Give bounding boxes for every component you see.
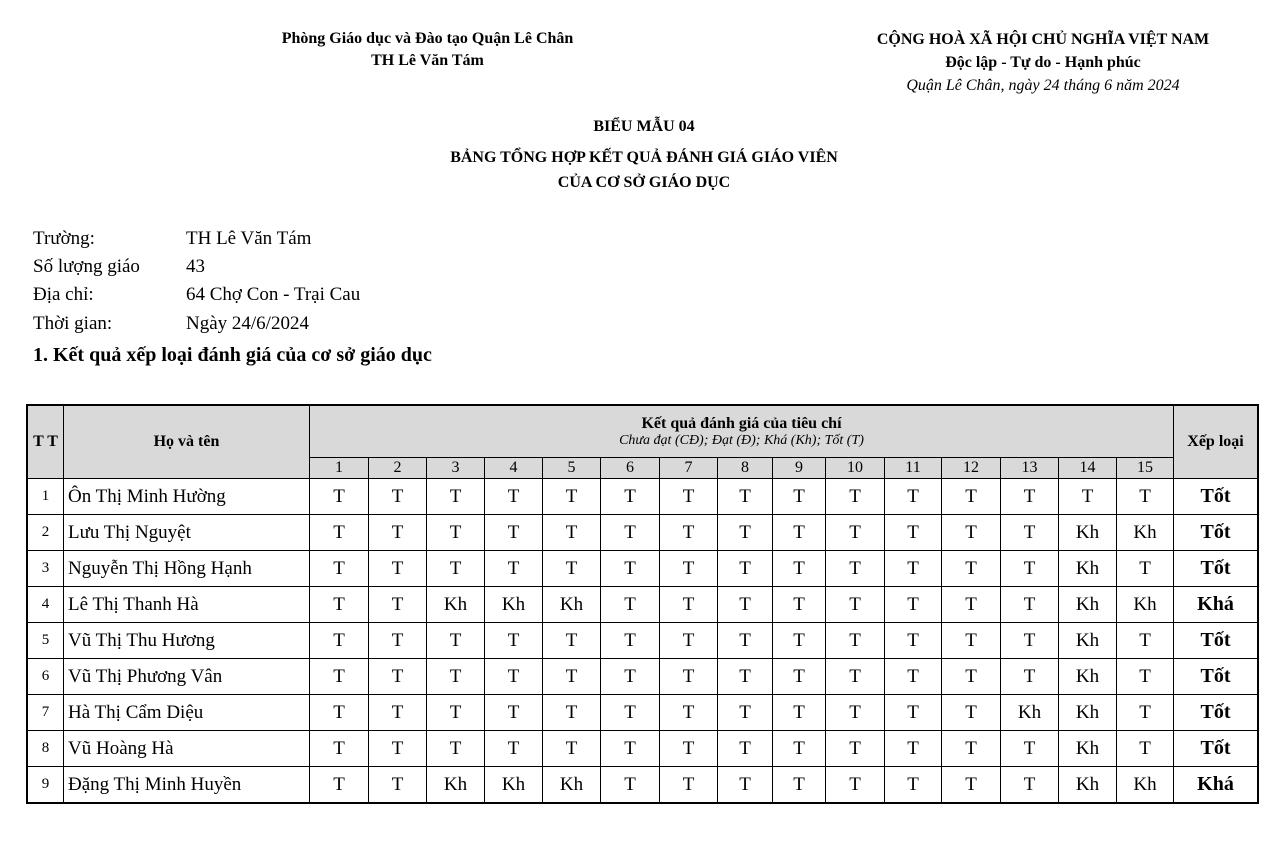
criterion-score: T [718, 623, 773, 659]
criterion-score: T [773, 551, 826, 587]
criterion-score: T [826, 659, 885, 695]
criterion-score: T [826, 587, 885, 623]
criterion-score: Kh [1059, 767, 1117, 803]
criterion-score: T [1117, 731, 1174, 767]
criterion-score: T [485, 731, 543, 767]
criterion-score: T [369, 623, 427, 659]
criterion-score: T [1001, 659, 1059, 695]
criterion-score: T [543, 479, 601, 515]
teacher-rank: Tốt [1174, 731, 1258, 767]
criterion-score: T [660, 767, 718, 803]
teacher-name: Đặng Thị Minh Huyền [64, 767, 310, 803]
table-row [28, 551, 1258, 587]
header-name: Họ và tên [64, 406, 310, 479]
criterion-number: 1 [310, 458, 369, 479]
teacher-name: Nguyễn Thị Hồng Hạnh [64, 551, 310, 587]
teacher-rank: Tốt [1174, 695, 1258, 731]
criterion-score: T [427, 659, 485, 695]
criterion-score: T [942, 515, 1001, 551]
criterion-score: T [427, 515, 485, 551]
table-row [28, 695, 1258, 731]
criterion-score: T [1117, 479, 1174, 515]
criterion-score: T [543, 695, 601, 731]
form-number: BIỂU MẪU 04 [593, 118, 695, 135]
info-label: Trường: [33, 228, 95, 249]
criterion-score: T [1001, 623, 1059, 659]
row-number: 2 [28, 515, 64, 551]
table-row [28, 623, 1258, 659]
criterion-score: T [310, 659, 369, 695]
criterion-score: T [543, 659, 601, 695]
criterion-score: Kh [485, 767, 543, 803]
table-row [28, 659, 1258, 695]
row-number: 7 [28, 695, 64, 731]
criterion-score: T [826, 695, 885, 731]
criterion-score: T [369, 767, 427, 803]
criterion-score: T [601, 587, 660, 623]
criterion-score: T [718, 587, 773, 623]
teacher-rank: Tốt [1174, 551, 1258, 587]
info-label: Thời gian: [33, 313, 113, 334]
criterion-score: T [601, 731, 660, 767]
criterion-number: 5 [543, 458, 601, 479]
criterion-score: Kh [1117, 587, 1174, 623]
criterion-score: T [885, 623, 942, 659]
criterion-score: T [942, 587, 1001, 623]
criterion-score: T [660, 695, 718, 731]
criterion-score: T [660, 587, 718, 623]
org-department: Phòng Giáo dục và Đào tạo Quận Lê Chân [281, 30, 574, 47]
criterion-score: T [942, 659, 1001, 695]
criterion-score: T [1117, 623, 1174, 659]
criterion-score: T [310, 695, 369, 731]
issuing-organization [220, 28, 635, 72]
criterion-score: Kh [1117, 767, 1174, 803]
criterion-score: T [660, 659, 718, 695]
criterion-number: 15 [1117, 458, 1174, 479]
criterion-number: 11 [885, 458, 942, 479]
criterion-score: T [660, 515, 718, 551]
criterion-score: T [601, 551, 660, 587]
criterion-score: T [826, 551, 885, 587]
criterion-score: T [718, 767, 773, 803]
row-number: 4 [28, 587, 64, 623]
criterion-score: T [601, 659, 660, 695]
row-number: 3 [28, 551, 64, 587]
criterion-score: Kh [1117, 515, 1174, 551]
criterion-score: T [1001, 479, 1059, 515]
criterion-score: T [485, 695, 543, 731]
table-row [28, 767, 1258, 803]
criterion-score: T [885, 479, 942, 515]
criterion-score: T [718, 551, 773, 587]
criterion-score: T [310, 551, 369, 587]
criterion-score: T [1117, 695, 1174, 731]
criterion-score: T [485, 551, 543, 587]
criterion-score: T [942, 551, 1001, 587]
teacher-name: Vũ Hoàng Hà [64, 731, 310, 767]
criterion-number: 3 [427, 458, 485, 479]
criterion-score: T [718, 695, 773, 731]
criterion-number: 7 [660, 458, 718, 479]
criterion-score: T [885, 731, 942, 767]
criterion-score: T [601, 623, 660, 659]
teacher-name: Vũ Thị Thu Hương [64, 623, 310, 659]
criterion-score: T [885, 767, 942, 803]
criterion-score: Kh [485, 587, 543, 623]
criterion-score: Kh [1001, 695, 1059, 731]
criterion-score: T [826, 731, 885, 767]
info-value: TH Lê Văn Tám [186, 228, 312, 249]
criterion-score: T [660, 623, 718, 659]
criterion-score: T [369, 515, 427, 551]
document-date: Quận Lê Chân, ngày 24 tháng 6 năm 2024 [906, 77, 1180, 94]
criterion-score: Kh [1059, 695, 1117, 731]
teacher-rank: Tốt [1174, 659, 1258, 695]
header-criteria [310, 406, 1174, 458]
criterion-score: T [485, 659, 543, 695]
criterion-score: T [942, 479, 1001, 515]
criterion-score: T [942, 731, 1001, 767]
criterion-score: Kh [1059, 515, 1117, 551]
criterion-score: T [885, 551, 942, 587]
criterion-score: T [1117, 659, 1174, 695]
criterion-score: T [773, 767, 826, 803]
criterion-score: T [601, 515, 660, 551]
criterion-number: 12 [942, 458, 1001, 479]
criterion-score: T [485, 515, 543, 551]
criterion-score: T [1117, 551, 1174, 587]
criterion-score: T [773, 479, 826, 515]
teacher-name: Lê Thị Thanh Hà [64, 587, 310, 623]
info-value: Ngày 24/6/2024 [186, 313, 309, 334]
criterion-score: T [718, 479, 773, 515]
criterion-score: T [826, 623, 885, 659]
criterion-score: T [601, 479, 660, 515]
criterion-score: T [601, 695, 660, 731]
criterion-score: Kh [543, 767, 601, 803]
criterion-score: T [310, 479, 369, 515]
criterion-score: T [826, 479, 885, 515]
criterion-score: T [543, 623, 601, 659]
criterion-score: T [369, 659, 427, 695]
teacher-rank: Tốt [1174, 479, 1258, 515]
table-row [28, 515, 1258, 551]
header-criteria-legend: Chưa đạt (CĐ); Đạt (Đ); Khá (Kh); Tốt (T) [619, 432, 864, 448]
criterion-score: T [942, 695, 1001, 731]
criterion-score: T [942, 623, 1001, 659]
criterion-number: 9 [773, 458, 826, 479]
header-criteria-title: Kết quả đánh giá của tiêu chí [641, 414, 842, 432]
row-number: 8 [28, 731, 64, 767]
criterion-number: 10 [826, 458, 885, 479]
evaluation-table [27, 405, 1258, 803]
criterion-score: Kh [1059, 659, 1117, 695]
criterion-score: T [660, 551, 718, 587]
teacher-rank: Tốt [1174, 623, 1258, 659]
info-value: 64 Chợ Con - Trại Cau [186, 284, 361, 305]
criterion-score: T [826, 515, 885, 551]
org-school: TH Lê Văn Tám [371, 52, 484, 69]
criterion-score: T [660, 731, 718, 767]
criterion-score: T [543, 551, 601, 587]
criterion-score: T [310, 767, 369, 803]
teacher-name: Hà Thị Cẩm Diệu [64, 695, 310, 731]
criterion-score: T [427, 623, 485, 659]
criterion-score: T [543, 731, 601, 767]
criterion-score: T [427, 551, 485, 587]
table-row [28, 731, 1258, 767]
document-title-line2: CỦA CƠ SỞ GIÁO DỤC [557, 174, 731, 191]
teacher-name: Vũ Thị Phương Vân [64, 659, 310, 695]
criterion-score: T [718, 731, 773, 767]
criterion-number: 13 [1001, 458, 1059, 479]
nation-name: CỘNG HOÀ XÃ HỘI CHỦ NGHĨA VIỆT NAM [876, 31, 1210, 48]
row-number: 6 [28, 659, 64, 695]
teacher-name: Lưu Thị Nguyệt [64, 515, 310, 551]
criterion-number: 14 [1059, 458, 1117, 479]
criterion-score: T [1001, 731, 1059, 767]
criterion-score: Kh [1059, 551, 1117, 587]
criterion-score: T [1001, 587, 1059, 623]
nation-motto: Độc lập - Tự do - Hạnh phúc [945, 54, 1141, 71]
criterion-score: Kh [543, 587, 601, 623]
criterion-score: T [773, 623, 826, 659]
criterion-score: T [660, 479, 718, 515]
national-motto [838, 28, 1248, 97]
criterion-score: Kh [1059, 623, 1117, 659]
criterion-score: T [885, 695, 942, 731]
criterion-score: T [427, 695, 485, 731]
row-number: 5 [28, 623, 64, 659]
section-title: 1. Kết quả xếp loại đánh giá của cơ sở giáo dục [33, 344, 432, 366]
criterion-number: 8 [718, 458, 773, 479]
criterion-score: T [718, 659, 773, 695]
criterion-score: T [885, 587, 942, 623]
criterion-score: Kh [1059, 587, 1117, 623]
criterion-score: T [1001, 515, 1059, 551]
criterion-score: T [369, 551, 427, 587]
criterion-number: 6 [601, 458, 660, 479]
criterion-score: T [427, 731, 485, 767]
criterion-score: T [310, 515, 369, 551]
criterion-score: T [773, 515, 826, 551]
table-row [28, 587, 1258, 623]
table-row [28, 479, 1258, 515]
criterion-score: T [718, 515, 773, 551]
document-title-line1: BẢNG TỔNG HỢP KẾT QUẢ ĐÁNH GIÁ GIÁO VIÊN [450, 149, 838, 166]
teacher-name: Ôn Thị Minh Hường [64, 479, 310, 515]
criterion-score: Kh [1059, 731, 1117, 767]
criterion-score: T [369, 731, 427, 767]
criterion-score: T [773, 659, 826, 695]
info-label: Địa chỉ: [33, 284, 94, 305]
criterion-score: T [485, 623, 543, 659]
info-value: 43 [186, 256, 205, 277]
criterion-score: T [369, 479, 427, 515]
criterion-score: T [773, 731, 826, 767]
criterion-score: T [369, 587, 427, 623]
criterion-score: T [1001, 767, 1059, 803]
criterion-score: T [485, 479, 543, 515]
criterion-score: T [773, 695, 826, 731]
teacher-rank: Khá [1174, 587, 1258, 623]
criterion-number: 2 [369, 458, 427, 479]
criterion-score: T [310, 587, 369, 623]
criterion-number: 4 [485, 458, 543, 479]
criterion-score: T [543, 515, 601, 551]
teacher-rank: Khá [1174, 767, 1258, 803]
criterion-score: Kh [427, 767, 485, 803]
criterion-score: T [1001, 551, 1059, 587]
row-number: 9 [28, 767, 64, 803]
criterion-score: T [601, 767, 660, 803]
criterion-score: T [826, 767, 885, 803]
criterion-score: T [427, 479, 485, 515]
criterion-score: T [310, 731, 369, 767]
criterion-score: Kh [427, 587, 485, 623]
info-label: Số lượng giáo [33, 256, 140, 277]
header-tt: T T [28, 406, 64, 479]
criterion-score: T [1059, 479, 1117, 515]
criterion-score: T [942, 767, 1001, 803]
row-number: 1 [28, 479, 64, 515]
criterion-score: T [310, 623, 369, 659]
criterion-score: T [369, 695, 427, 731]
teacher-rank: Tốt [1174, 515, 1258, 551]
criterion-score: T [773, 587, 826, 623]
header-rank: Xếp loại [1174, 406, 1258, 479]
criterion-score: T [885, 659, 942, 695]
criterion-score: T [885, 515, 942, 551]
